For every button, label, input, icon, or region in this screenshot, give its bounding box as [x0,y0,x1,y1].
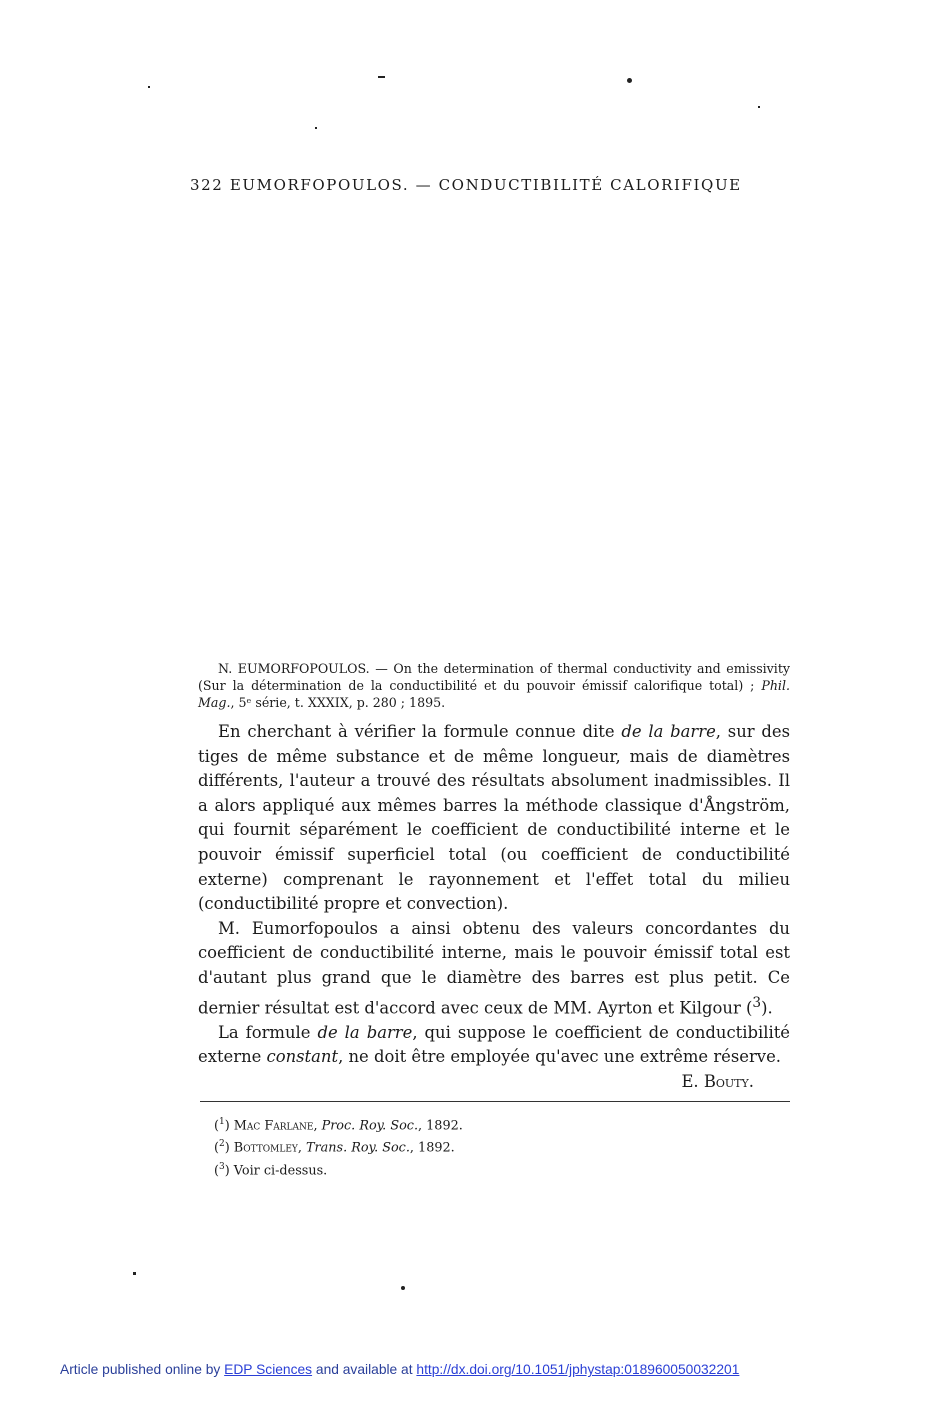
running-title: EUMORFOPOULOS. — CONDUCTIBILITÉ CALORIFIQUE [229,176,742,194]
footnote-year: , 1892. [409,1140,455,1156]
footnote-author: Mac Farlane [233,1118,314,1134]
scan-speck [315,127,317,129]
scan-speck [758,106,760,108]
footnote-number: 2 [219,1139,225,1150]
ref-journal: Phil. Mag. [198,678,790,710]
scan-speck [401,1286,405,1290]
footnote-source: Proc. Roy. Soc. [321,1118,419,1134]
ref-citation: , 5ᵉ série, t. XXXIX, p. 280 ; 1895. [230,695,446,710]
footer-middle: and available at [312,1362,417,1377]
footnote-2: ($^2$) Bottomley, Trans. Roy. Soc., 1892. [214,1139,455,1156]
footnote-text: Voir ci-dessus. [233,1162,328,1178]
footnote-ref: 3 [752,994,762,1011]
ref-author: N. EUMORFOPOULOS. [218,661,370,676]
p3-text-b: , qui suppose le coefficient de conductibilité externe [198,1022,790,1067]
footnotes [214,1113,774,1180]
scan-speck [627,78,632,83]
ref-title-fr: (Sur la détermination de la conductibilité et du pouvoir émissif calorifique total) ; [198,678,762,693]
p2-text-a: M. Eumorfopoulos a ainsi obtenu des valeurs concordantes du coefficient de conductibilité interne, mais le pouvoir émissif total est d'autant plus grand que le diamètre des barres est plus petit. Ce dernier résultat est d'accord avec ceux de MM. Ayrton et Kilgour ( [198,918,790,1017]
footnote-divider [200,1101,790,1102]
ref-title-en: — On the determination of thermal conductivity and emissivity [369,661,790,676]
paragraph-2 [198,917,790,1021]
scan-speck [378,76,385,78]
p1-text-b: , sur des tiges de même substance et de même longueur, mais de diamètres différents, l'auteur a trouvé des résultats absolument inadmissibles. Il a alors appliqué aux mêmes barres la méthode classique d'Ångström, qui fournit séparément le coefficient de conductibilité interne et le pouvoir émissif superficiel total (ou coefficient de conductibilité externe) comprenant le rayonnement et l'effet total du milieu (conductibilité propre et convection). [198,722,790,914]
p3-text-c: , ne doit être employée qu'avec une extrême réserve. [338,1047,781,1067]
scan-speck [148,86,150,88]
footnote-source: Trans. Roy. Soc. [305,1140,410,1156]
footnote-year: , 1892. [418,1118,463,1134]
footnote-number: 1 [219,1117,225,1127]
publisher-link[interactable]: EDP Sciences [224,1362,313,1377]
page-number: 322 [190,176,224,194]
scan-speck [133,1272,136,1275]
paragraph-1 [198,720,790,917]
footnote-author: Bottomley [233,1140,298,1156]
running-header [190,176,760,194]
footnote-1: ($^1$) Mac Farlane, Proc. Roy. Soc., 1892. [214,1117,463,1134]
footnote-number: 3 [219,1161,225,1172]
p3-text-a: La formule [218,1022,318,1042]
p3-emphasis-1: de la barre [317,1022,413,1042]
footer-prefix: Article published online by [60,1362,225,1377]
doi-link[interactable]: http://dx.doi.org/10.1051/jphystap:018960050032201 [416,1362,740,1377]
p1-emphasis: de la barre [621,722,716,741]
paragraph-3 [198,1021,790,1070]
article-body [198,720,790,1094]
p2-text-b: ). [761,998,773,1017]
p3-emphasis-2: constant [266,1047,339,1067]
footnote-3: ($^3$) Voir ci-dessus. [214,1161,328,1178]
p1-text-a: En cherchant à vérifier la formule connue dite [218,722,622,741]
signature: E. Bouty. [681,1071,754,1091]
publication-footer [60,1362,880,1377]
bibliographic-reference [198,660,790,711]
